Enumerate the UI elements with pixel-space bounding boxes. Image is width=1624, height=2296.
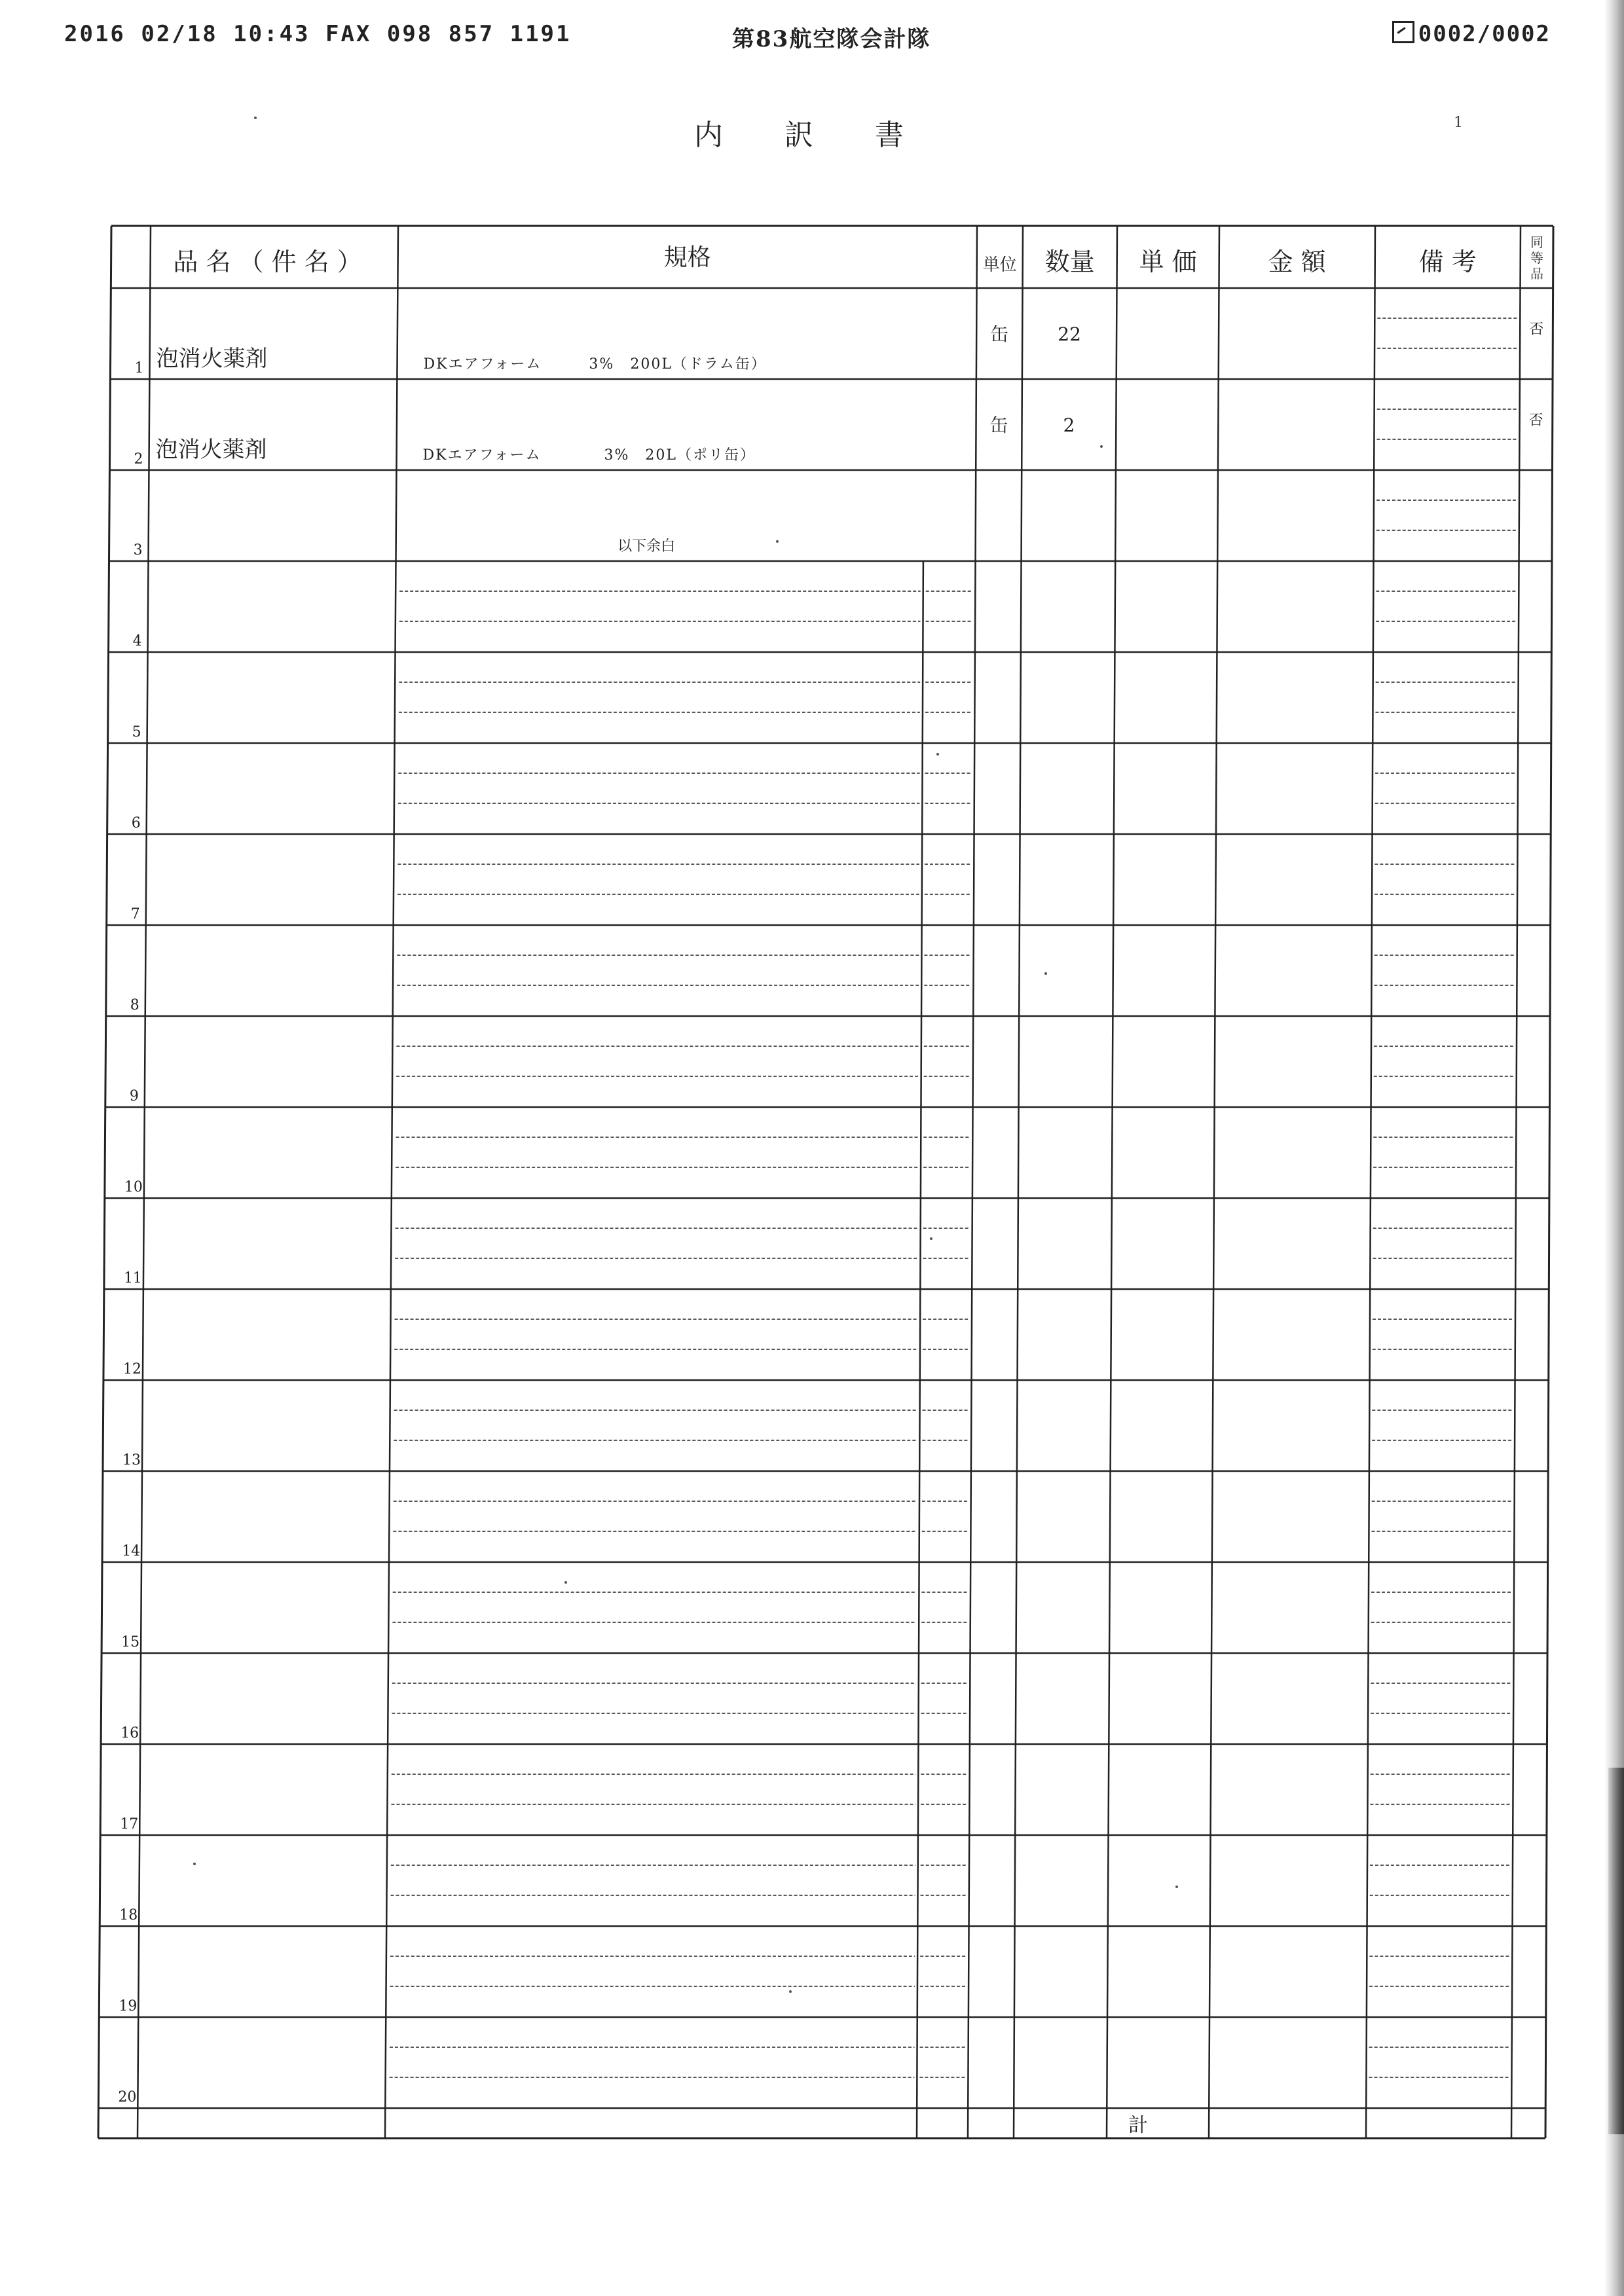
row-number: 5 [132,724,141,740]
row-number: 10 [124,1179,143,1195]
row-number: 3 [133,542,143,558]
row-spec: DKエアフォーム 3% 200L（ドラム缶） [423,356,767,373]
scan-speck [936,753,939,756]
header-spec: 規格 [663,244,711,271]
header-quantity: 数量 [1044,247,1095,276]
scan-speck [1100,445,1103,448]
column-divider-unit [968,226,977,2138]
row-quantity: 2 [1063,414,1075,436]
scan-speck [193,1863,196,1865]
row-same-item: 否 [1528,412,1543,429]
header-remarks: 備 考 [1418,247,1477,276]
header-same-item: 品 [1530,266,1543,282]
row-number: 6 [131,815,141,831]
header-amount: 金 額 [1268,247,1326,276]
row-spec: DKエアフォーム 3% 20L（ポリ缶） [422,447,756,464]
page-number: 1 [1454,115,1463,131]
table-left-border [98,226,111,2138]
column-divider-spec [385,226,398,2138]
scan-speck [564,1581,567,1584]
row-unit: 缶 [990,323,1009,345]
row-number: 9 [129,1088,139,1104]
scan-speck [789,1990,792,1993]
row-number: 1 [134,360,144,376]
scan-speck [776,540,779,543]
header-unit-price: 単 価 [1139,247,1197,276]
row-number: 20 [118,2089,137,2105]
row-number: 17 [120,1816,139,1832]
row-number: 11 [123,1270,142,1286]
row-number: 15 [121,1634,140,1650]
row-number: 18 [119,1907,138,1923]
column-divider-same [1511,226,1521,2138]
column-divider-qty [1014,226,1023,2138]
column-divider-spec-sub [917,561,923,2138]
row-spec-blank-note: 以下余白 [618,538,676,555]
row-item-name: 泡消火薬剤 [155,437,267,463]
row-number: 2 [134,451,143,467]
row-number: 19 [119,1998,138,2014]
scan-edge-dark-band [1608,1768,1624,2134]
column-divider-price [1107,226,1117,2138]
column-divider-amount [1209,226,1219,2138]
scan-speck [930,1237,932,1240]
column-divider-remarks [1366,226,1375,2138]
fax-timestamp-and-number: 2016 02/18 10:43 FAX 098 857 1191 [64,21,572,47]
fax-sender-name: 第83航空隊会計隊 [732,26,931,52]
row-number: 16 [120,1725,139,1741]
scan-speck [1044,972,1047,975]
scan-speck [254,117,257,119]
row-item-name: 泡消火薬剤 [156,346,268,372]
row-unit: 缶 [989,414,1008,436]
row-number: 4 [132,633,142,649]
row-number: 7 [130,906,140,922]
total-label: 計 [1128,2114,1149,2137]
row-number: 12 [122,1361,141,1377]
document-title: 内 訳 書 [694,118,930,152]
fax-page-count-text: 0002/0002 [1418,21,1551,47]
scan-speck [1175,1886,1178,1888]
row-quantity: 22 [1058,323,1081,345]
row-number: 13 [122,1452,141,1468]
header-item-name: 品 名 （ 件 名 ） [173,247,362,276]
table-right-border [1545,226,1553,2138]
header-same-item: 等 [1530,250,1543,266]
row-same-item: 否 [1529,321,1544,338]
row-number: 8 [130,997,139,1013]
header-same-item: 同 [1530,234,1543,250]
row-number: 14 [122,1543,141,1559]
header-unit: 単位 [982,255,1017,275]
